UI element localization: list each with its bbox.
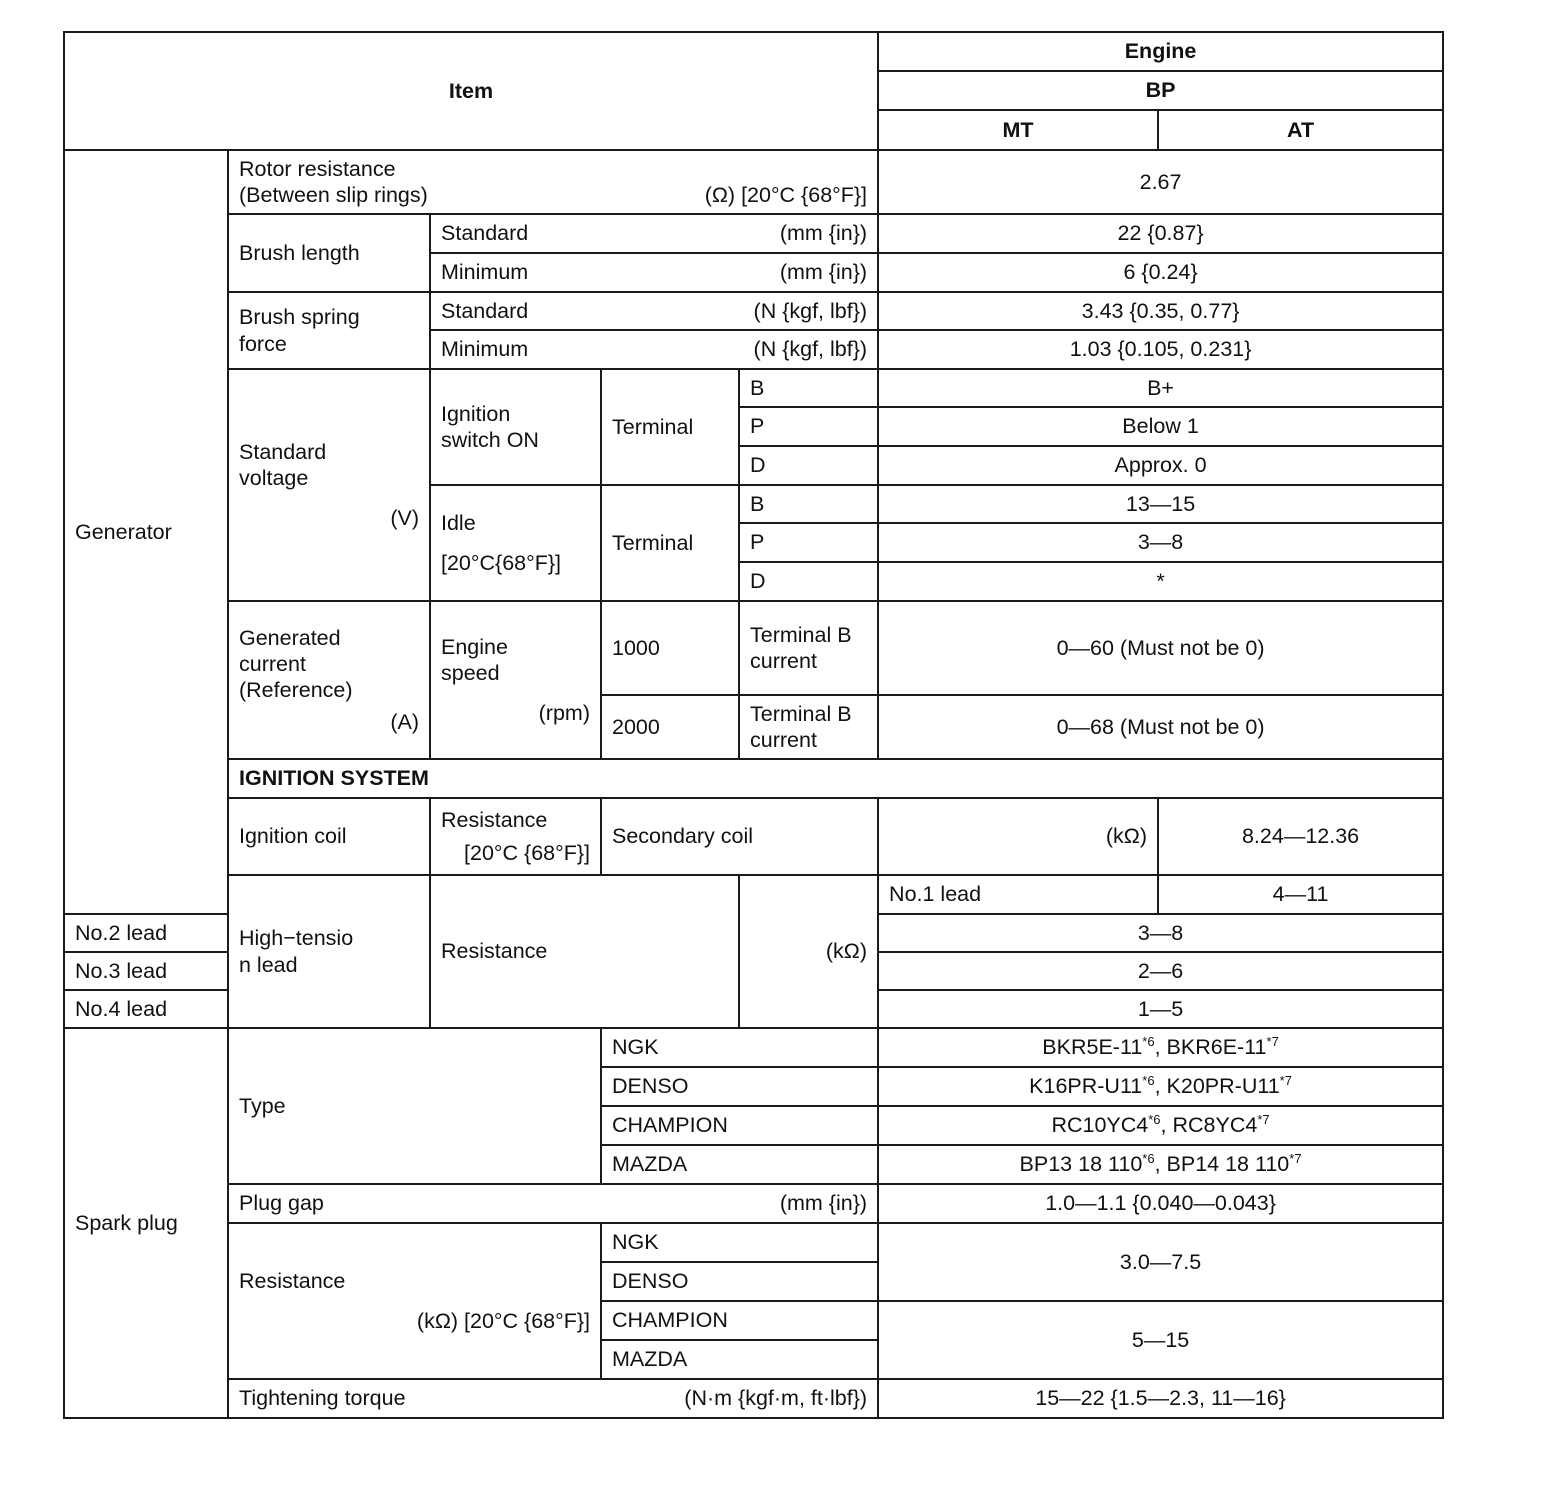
idle-label: Idle [20°C{68°F}] (430, 485, 601, 601)
generator-label: Generator (64, 150, 228, 914)
idle-terminal-p-value: 3—8 (878, 523, 1443, 562)
spark-res-brand: MAZDA (601, 1340, 878, 1379)
tightening-torque-item: Tightening torque (N·m {kgf·m, ft·lbf}) (228, 1379, 878, 1418)
terminal-label: Terminal (601, 485, 739, 601)
lead-value: 1—5 (878, 990, 1443, 1028)
rotor-resistance-item: Rotor resistance (Between slip rings) (Ω) [20°C {68°F}] (228, 150, 878, 214)
lead-value: 2—6 (878, 952, 1443, 990)
lead-name: No.4 lead (64, 990, 228, 1028)
spark-resistance-value-a: 3.0—7.5 (878, 1223, 1443, 1301)
generated-current-label: Generated current (Reference) (A) (228, 601, 430, 759)
brush-spring-standard-value: 3.43 {0.35, 0.77} (878, 292, 1443, 330)
terminal-p-value: Below 1 (878, 407, 1443, 446)
spark-brand: CHAMPION (601, 1106, 878, 1145)
spark-type-value: BP13 18 110$^{*6}$, BP14 18 110$^{*7}$ (878, 1145, 1443, 1184)
terminal-label: Terminal (601, 369, 739, 485)
header-engine: Engine (878, 32, 1443, 71)
terminal-b: B (739, 369, 878, 407)
brush-spring-row: Minimum (N {kgf, lbf}) (430, 330, 878, 369)
terminal-b-current: Terminal B current (739, 695, 878, 759)
spark-brand: MAZDA (601, 1145, 878, 1184)
lead-name: No.3 lead (64, 952, 228, 990)
header-at: AT (1158, 110, 1443, 150)
spark-resistance-value-b: 5—15 (878, 1301, 1443, 1379)
lead-value: 4—11 (1158, 875, 1443, 914)
header-bp: BP (878, 71, 1443, 110)
lead-resistance-label: Resistance (430, 875, 739, 1028)
spark-res-brand: NGK (601, 1223, 878, 1262)
spark-type-value: K16PR-U11$^{*6}$, K20PR-U11$^{*7}$ (878, 1067, 1443, 1106)
terminal-b-current: Terminal B current (739, 601, 878, 695)
idle-terminal-d-value: * (878, 562, 1443, 601)
brush-spring-label: Brush spring force (228, 292, 430, 369)
rpm-2000: 2000 (601, 695, 739, 759)
brush-spring-minimum-value: 1.03 {0.105, 0.231} (878, 330, 1443, 369)
brush-length-minimum-value: 6 {0.24} (878, 253, 1443, 292)
standard-voltage-label: Standard voltage (V) (228, 369, 430, 601)
spark-type-value: BKR5E-11$^{*6}$, BKR6E-11$^{*7}$ (878, 1028, 1443, 1067)
secondary-coil-value: 8.24—12.36 (1158, 798, 1443, 875)
spark-type-label: Type (228, 1028, 601, 1184)
tightening-torque-value: 15—22 {1.5—2.3, 11—16} (878, 1379, 1443, 1418)
header-mt: MT (878, 110, 1158, 150)
header-item: Item (64, 32, 878, 150)
plug-gap-item: Plug gap (mm {in}) (228, 1184, 878, 1223)
high-tension-lead-label: High−tensio n lead (228, 875, 430, 1028)
terminal-b: B (739, 485, 878, 523)
brush-length-standard-value: 22 {0.87} (878, 214, 1443, 253)
rpm-1000: 1000 (601, 601, 739, 695)
brush-spring-row: Standard (N {kgf, lbf}) (430, 292, 878, 330)
current-2000-value: 0—68 (Must not be 0) (878, 695, 1443, 759)
spark-brand: NGK (601, 1028, 878, 1067)
idle-terminal-b-value: 13—15 (878, 485, 1443, 523)
lead-value: 3—8 (878, 914, 1443, 952)
terminal-d-value: Approx. 0 (878, 446, 1443, 485)
brush-length-label: Brush length (228, 214, 430, 292)
lead-unit: (kΩ) (739, 875, 878, 1028)
spark-type-value: RC10YC4$^{*6}$, RC8YC4$^{*7}$ (878, 1106, 1443, 1145)
spark-res-brand: CHAMPION (601, 1301, 878, 1340)
rotor-resistance-value: 2.67 (878, 150, 1443, 214)
terminal-b-value: B+ (878, 369, 1443, 407)
ignition-coil-label: Ignition coil (228, 798, 430, 875)
spark-brand: DENSO (601, 1067, 878, 1106)
ignition-system-title: IGNITION SYSTEM (228, 759, 1443, 798)
lead-name: No.2 lead (64, 914, 228, 952)
coil-resistance-label: Resistance [20°C {68°F}] (430, 798, 601, 875)
coil-unit: (kΩ) (878, 798, 1158, 875)
spark-resistance-label: Resistance (kΩ) [20°C {68°F}] (228, 1223, 601, 1379)
terminal-p: P (739, 407, 878, 446)
spec-table (63, 31, 1444, 1419)
spark-plug-label: Spark plug (64, 1028, 228, 1418)
brush-length-row: Minimum (mm {in}) (430, 253, 878, 292)
current-1000-value: 0—60 (Must not be 0) (878, 601, 1443, 695)
terminal-d: D (739, 562, 878, 601)
engine-speed-label: Engine speed (rpm) (430, 601, 601, 759)
plug-gap-value: 1.0—1.1 {0.040—0.043} (878, 1184, 1443, 1223)
spark-res-brand: DENSO (601, 1262, 878, 1301)
brush-length-row: Standard (mm {in}) (430, 214, 878, 253)
secondary-coil-label: Secondary coil (601, 798, 878, 875)
ignition-switch-on-label: Ignition switch ON (430, 369, 601, 485)
terminal-d: D (739, 446, 878, 485)
lead-name: No.1 lead (878, 875, 1158, 914)
terminal-p: P (739, 523, 878, 562)
